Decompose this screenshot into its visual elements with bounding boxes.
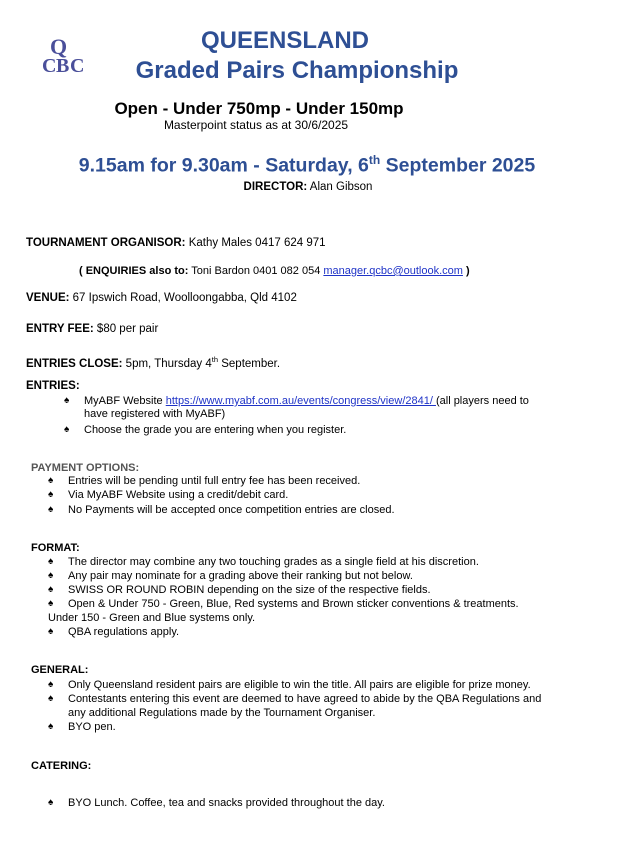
format-heading: FORMAT: [31,542,80,554]
spade-icon: ♠ [48,721,54,732]
email-link[interactable]: manager.qcbc@outlook.com [323,265,463,277]
enquiries-line: ( ENQUIRIES also to: Toni Bardon 0401 082 054 manager.qcbc@outlook.com ) [79,265,470,277]
svg-text:B: B [56,55,70,76]
svg-text:C: C [42,55,57,76]
grades-heading: Open - Under 750mp - Under 150mp [114,99,404,118]
payment-heading: PAYMENT OPTIONS: [31,462,140,474]
general-heading: GENERAL: [31,664,89,676]
spade-icon: ♠ [48,504,54,515]
entry-fee-line: ENTRY FEE: $80 per pair [26,323,159,335]
venue-line: VENUE: 67 Ipswich Road, Woolloongabba, Qld 4102 [26,292,297,304]
format-under150: Under 150 - Green and Blue systems only. [48,612,256,624]
spade-icon: ♠ [48,556,54,567]
spade-icon: ♠ [48,797,54,808]
entries-item-1-cont: have registered with MyABF) [84,408,226,420]
svg-text:C: C [70,55,85,76]
spade-icon: ♠ [64,395,70,406]
catering-heading: CATERING: [31,760,92,772]
myabf-link[interactable]: https://www.myabf.com.au/events/congress/view/2841/ [165,395,436,407]
title-line-1: QUEENSLAND [200,27,369,54]
general-item-cont: any additional Regulations made by the Tournament Organiser. [68,707,376,719]
spade-icon: ♠ [48,598,54,609]
spade-icon: ♠ [48,693,54,704]
entries-heading: ENTRIES: [26,380,80,392]
spade-icon: ♠ [48,679,54,690]
svg-text:Q: Q [50,34,68,59]
title-line-2: Graded Pairs Championship [135,57,459,84]
spade-icon: ♠ [48,584,54,595]
masterpoint-status: Masterpoint status as at 30/6/2025 [163,118,349,132]
spade-icon: ♠ [48,626,54,637]
event-date: 9.15am for 9.30am - Saturday, 6th September 2025 [78,153,536,177]
spade-icon: ♠ [64,424,70,435]
spade-icon: ♠ [48,570,54,581]
entries-close-line: ENTRIES CLOSE: 5pm, Thursday 4th September. [26,355,281,370]
organiser-line: TOURNAMENT ORGANISOR: Kathy Males 0417 624 971 [26,237,326,249]
spade-icon: ♠ [48,489,54,500]
director-line: DIRECTOR: Alan Gibson [243,181,373,193]
spade-icon: ♠ [48,475,54,486]
